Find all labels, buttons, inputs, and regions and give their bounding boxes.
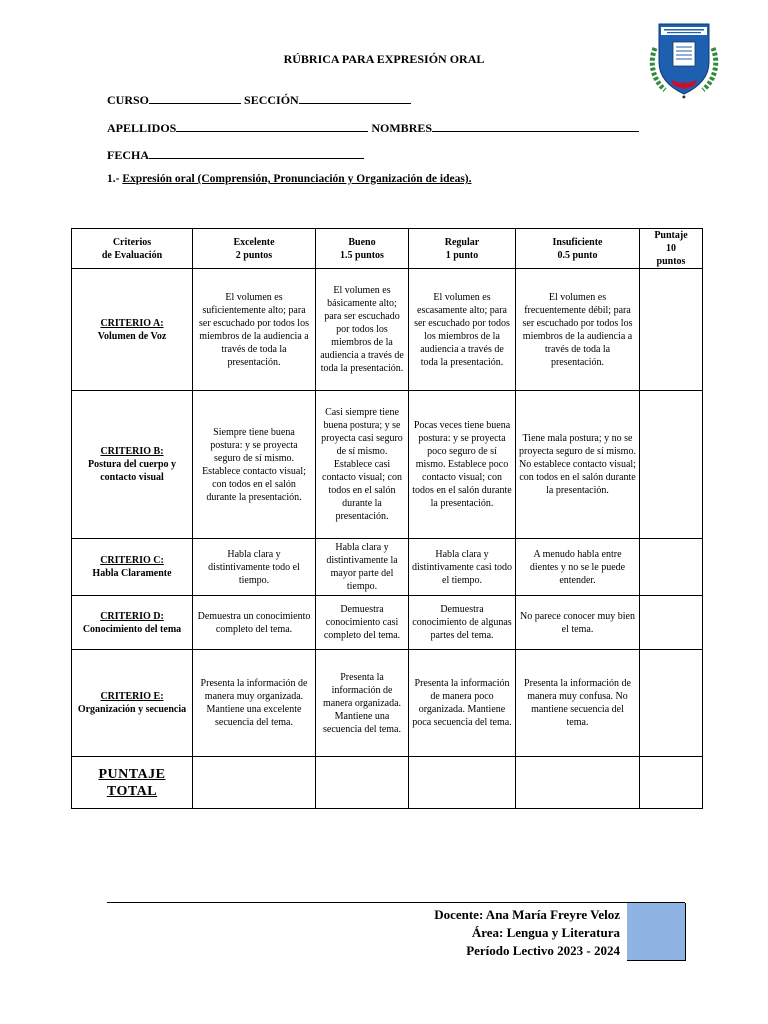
puntaje-cell[interactable] [640,269,703,391]
header-insuficiente [516,229,640,269]
header-puntaje-line2: 10 [666,243,676,254]
regular-cell: El volumen es escasamente alto; para ser escuchado por todos los miembros de la audiencia a través de toda la presentación. [409,269,516,391]
curso-seccion-line [107,92,411,108]
header-bueno-line2: 1.5 puntos [340,249,384,261]
school-crest-logo [645,18,723,100]
fecha-field[interactable] [149,147,364,159]
section-number: 1.- [107,173,120,185]
header-bueno-line1: Bueno [348,236,376,248]
table-row [72,391,703,539]
table-row [72,650,703,757]
fecha-line [107,147,364,163]
bueno-cell: Casi siempre tiene buena postura; y se proyecta casi seguro de sí mismo. Establece casi contacto visual; con todos en el salón durante la presentación. [316,391,409,539]
footer-info [330,906,620,960]
table-row [72,596,703,650]
criterion-cell [72,650,193,757]
header-puntaje-line1: Puntaje [654,230,688,241]
apellidos-field[interactable] [176,120,368,132]
footer-color-box [627,903,686,961]
criterion-description: Volumen de Voz [97,330,167,342]
excelente-cell: Presenta la información de manera muy organizada. Mantiene una excelente secuencia del tema. [193,650,316,757]
puntaje-cell[interactable] [640,539,703,596]
header-puntaje [640,229,703,269]
nombres-field[interactable] [432,120,639,132]
total-puntaje-cell[interactable] [640,757,703,809]
insuficiente-cell: A menudo habla entre dientes y no se le puede entender. [516,539,640,596]
total-bueno-cell[interactable] [316,757,409,809]
criterion-description: Conocimiento del tema [82,623,182,635]
criterion-cell [72,596,193,650]
header-insuficiente-line2: 0.5 punto [557,249,598,261]
criterion-cell [72,391,193,539]
header-insuficiente-line1: Insuficiente [552,236,603,248]
criterion-cell [72,539,193,596]
total-insuficiente-cell[interactable] [516,757,640,809]
bueno-cell: Demuestra conocimiento casi completo del tema. [316,596,409,650]
table-row [72,269,703,391]
header-excelente-line2: 2 puntos [235,249,273,261]
excelente-cell: Demuestra un conocimiento completo del tema. [193,596,316,650]
apellidos-nombres-line [107,120,639,136]
regular-cell: Pocas veces tiene buena postura: y se proyecta poco seguro de sí mismo. Establece poco contacto visual; con todos en el salón durante la presentación. [409,391,516,539]
table-row [72,539,703,596]
svg-text:●: ● [682,94,686,99]
total-row [72,757,703,809]
criterion-name: CRITERIO B: [100,446,164,457]
criterion-name: CRITERIO D: [100,610,164,622]
header-criterios-line1: Criterios [112,236,152,248]
apellidos-label: APELLIDOS [107,121,177,135]
footer-divider [107,902,685,903]
criterion-cell [72,269,193,391]
header-regular-line2: 1 punto [445,249,479,261]
puntaje-cell[interactable] [640,596,703,650]
criterion-description: Postura del cuerpo y contacto visual [87,459,177,483]
excelente-cell: Siempre tiene buena postura: y se proyecta seguro de sí mismo. Establece contacto visual; con todos en el salón durante la presentación. [193,391,316,539]
excelente-cell: Habla clara y distintivamente todo el tiempo. [193,539,316,596]
bueno-cell: El volumen es básicamente alto; para ser escuchado por todos los miembros de la audiencia a través de toda la presentación. [316,269,409,391]
total-excelente-cell[interactable] [193,757,316,809]
regular-cell: Presenta la información de manera poco organizada. Mantiene poca secuencia del tema. [409,650,516,757]
curso-field[interactable] [149,92,241,104]
total-regular-cell[interactable] [409,757,516,809]
seccion-label: SECCIÓN [244,93,299,107]
header-bueno [316,229,409,269]
header-excelente-line1: Excelente [233,236,275,248]
section-heading [107,173,472,185]
footer-area: Área: Lengua y Literatura [471,925,620,940]
total-label-line2: TOTAL [106,783,158,799]
insuficiente-cell: No parece conocer muy bien el tema. [516,596,640,650]
criterion-name: CRITERIO C: [100,555,164,566]
excelente-cell: El volumen es suficientemente alto; para ser escuchado por todos los miembros de la audiencia a través de toda la presentación. [193,269,316,391]
seccion-field[interactable] [299,92,411,104]
insuficiente-cell: El volumen es frecuentemente débil; para ser escuchado por todos los miembros de la audiencia a través de toda la presentación. [516,269,640,391]
header-criterios-line2: de Evaluación [101,249,163,261]
puntaje-cell[interactable] [640,650,703,757]
bueno-cell: Habla clara y distintivamente la mayor parte del tiempo. [316,539,409,596]
fecha-label: FECHA [107,148,149,162]
table-header-row [72,229,703,269]
criterion-name: CRITERIO A: [100,317,164,329]
header-regular [409,229,516,269]
criterion-name: CRITERIO E: [100,691,164,702]
footer-periodo: Período Lectivo 2023 - 2024 [466,943,620,958]
total-label-line1: PUNTAJE [98,766,166,782]
criterion-description: Habla Claramente [92,568,172,579]
criterion-description: Organización y secuencia [77,704,187,715]
document-title: RÚBRICA PARA EXPRESIÓN ORAL [283,52,485,66]
nombres-label: NOMBRES [371,121,433,135]
footer-docente: Docente: Ana María Freyre Veloz [434,907,620,922]
bueno-cell: Presenta la información de manera organizada. Mantiene una secuencia del tema. [316,650,409,757]
insuficiente-cell: Presenta la información de manera muy confusa. No mantiene secuencia del tema. [516,650,640,757]
regular-cell: Demuestra conocimiento de algunas partes del tema. [409,596,516,650]
header-criterios [72,229,193,269]
header-excelente [193,229,316,269]
puntaje-cell[interactable] [640,391,703,539]
total-label-cell [72,757,193,809]
curso-label: CURSO [107,93,150,107]
header-puntaje-line3: puntos [656,256,686,267]
insuficiente-cell: Tiene mala postura; y no se proyecta seguro de sí mismo. No establece contacto visual; con todos en el salón durante la presentación. [516,391,640,539]
regular-cell: Habla clara y distintivamente casi todo el tiempo. [409,539,516,596]
section-heading-text: Expresión oral (Comprensión, Pronunciación y Organización de ideas). [122,173,472,185]
header-regular-line1: Regular [444,236,480,248]
rubric-table [71,228,703,809]
